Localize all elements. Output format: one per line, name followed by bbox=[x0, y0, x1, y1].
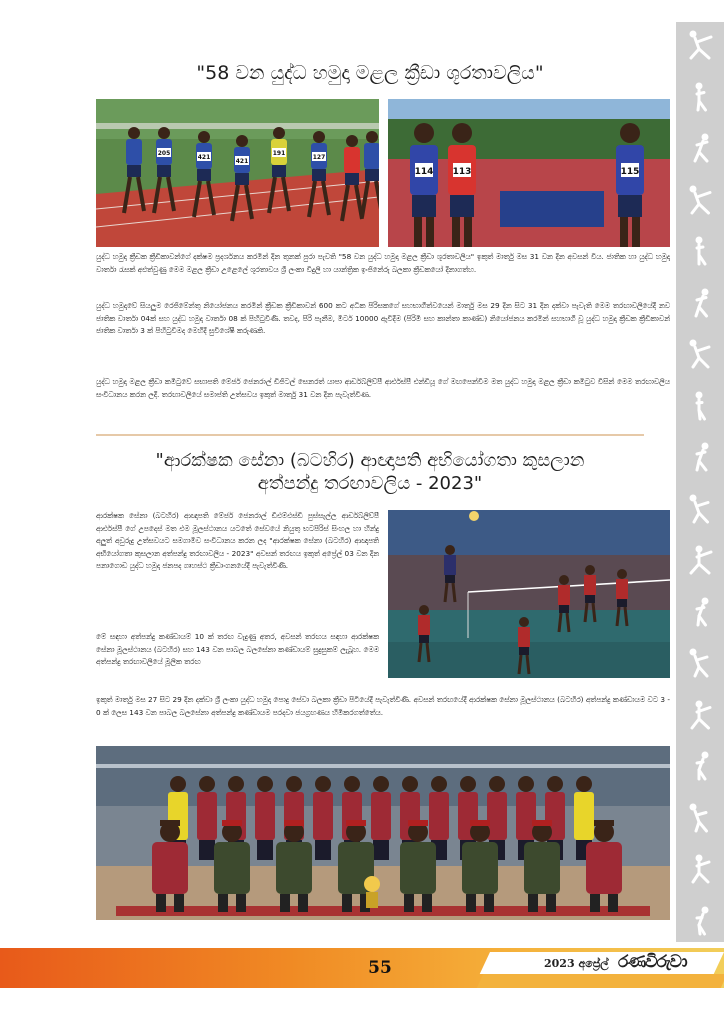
volleyball-player-head bbox=[559, 575, 569, 585]
volleyball-player-leg bbox=[593, 603, 595, 622]
team-player-shorts bbox=[257, 840, 273, 860]
seated-member-uniform bbox=[586, 842, 622, 894]
team-player-head bbox=[286, 776, 302, 792]
seated-member-leg bbox=[422, 894, 432, 912]
trophy-ball bbox=[364, 876, 380, 892]
team-player-jersey bbox=[313, 792, 333, 840]
runner-vest bbox=[364, 143, 379, 169]
runner-shorts bbox=[197, 169, 211, 181]
seated-member-cap bbox=[470, 820, 490, 826]
volleyball-photo bbox=[388, 510, 670, 678]
volleyball-player-head bbox=[419, 605, 429, 615]
runner-head bbox=[158, 127, 170, 139]
seated-member-leg bbox=[590, 894, 600, 912]
podium-athlete-head bbox=[452, 123, 472, 143]
team-player-head bbox=[315, 776, 331, 792]
seated-member-cap bbox=[284, 820, 304, 826]
runner-head bbox=[313, 131, 325, 143]
runner-head bbox=[346, 135, 358, 147]
volleyball-player-jersey bbox=[444, 555, 456, 575]
archery-icon bbox=[682, 541, 718, 577]
kayak-icon bbox=[682, 902, 718, 938]
podium-athlete-shorts bbox=[450, 195, 474, 217]
volleyball-icon bbox=[682, 78, 718, 114]
seated-member-leg bbox=[608, 894, 618, 912]
seated-member-leg bbox=[546, 894, 556, 912]
race-bib-number: 421 bbox=[197, 154, 211, 161]
team-player-shorts bbox=[199, 840, 215, 860]
volleyball-player-leg bbox=[445, 583, 447, 602]
seated-member-uniform bbox=[524, 842, 560, 894]
seated-member-uniform bbox=[214, 842, 250, 894]
weightlifting-icon bbox=[682, 129, 718, 165]
seated-member-cap bbox=[222, 820, 242, 826]
seated-member-leg bbox=[484, 894, 494, 912]
seated-member-uniform bbox=[462, 842, 498, 894]
volleyball-player-leg bbox=[527, 655, 529, 674]
sports-icon-sidebar bbox=[676, 22, 724, 942]
team-player-head bbox=[199, 776, 215, 792]
volleyball-player-shorts bbox=[585, 595, 595, 603]
volleyball-player-jersey bbox=[518, 627, 530, 647]
volleyball-player-jersey bbox=[558, 585, 570, 605]
seated-member-cap bbox=[408, 820, 428, 826]
seated-member-uniform bbox=[152, 842, 188, 894]
team-player-head bbox=[460, 776, 476, 792]
trophy bbox=[366, 892, 378, 908]
article2-title-line2: අත්පන්දු තරඟාවලිය - 2023" bbox=[257, 472, 483, 494]
team-player-head bbox=[257, 776, 273, 792]
race-bib-number: 191 bbox=[272, 150, 286, 157]
podium-bib-number: 114 bbox=[414, 167, 434, 177]
podium-athlete-leg bbox=[620, 217, 628, 247]
team-player-head bbox=[576, 776, 592, 792]
volleyball-player-shorts bbox=[519, 647, 529, 655]
seated-member-leg bbox=[280, 894, 290, 912]
team-player-head bbox=[170, 776, 186, 792]
seated-member-leg bbox=[404, 894, 414, 912]
race-photo bbox=[96, 99, 379, 247]
seated-member-cap bbox=[346, 820, 366, 826]
volleyball-player-jersey bbox=[584, 575, 596, 595]
team-player-head bbox=[344, 776, 360, 792]
volleyball-player-leg bbox=[625, 607, 627, 626]
volleyball-player-head bbox=[617, 569, 627, 579]
article2-paragraph-1: ආරක්ෂක සේනා (බටහිර) ආඥාපති මේජර් ජෙනරාල් ඩීඑම්එස්ඩී පුස්සැල්ල ආර්ඩබ්ලිව්පී ආර්එස්පී ගේ උපදෙස් මත එම මූලස්ථානය යටතේ සේවයේ නියුතු භටපිරිස් සිංහල හා හින්දු අලුත් අවුරුදු උත්සවයට සමගාමීව සංවිධානය කරන ලද "ආරක්ෂක සේනා (බටහිර) ආඥාපති අභියෝගතා කුසලාන අත්පන්දු තරඟාවලිය - 2023" අවසන් තරඟය ඉකුත් අප්‍රේල් 03 වන දින පනාගොඩ යුද්ධ හමුදා ජනපද ගෘහස්ථ ක්‍රීඩාංගනයේදී පැවැත්විණි. bbox=[96, 511, 379, 570]
volleyball-player-head bbox=[445, 545, 455, 555]
podium-athlete-leg bbox=[464, 217, 472, 247]
diving-icon bbox=[682, 799, 718, 835]
volleyball-player-leg bbox=[519, 655, 521, 674]
volleyball-player-shorts bbox=[445, 575, 455, 583]
seated-member-leg bbox=[236, 894, 246, 912]
runner-shorts bbox=[345, 173, 359, 185]
article2-title-line1: "ආරක්ෂක සේනා (බටහිර) ආඥාපති අභියෝගතා කුසලාන bbox=[155, 450, 585, 471]
runner-head bbox=[366, 131, 378, 143]
article2-paragraph-3: ඉකුත් මාර්තු මස 27 සිට 29 දින දක්වා ශ්‍රී ලංකා යුද්ධ හමුදා පොදු සේවා බලකා ක්‍රීඩා පිටියේදී පැවැත්විණි. අවසන් තරඟයේදී ආරක්ෂක සේනා මූලස්ථානය (බටහිර) අත්පන්දු කණ්ඩායම වට 3 - 0 ක් ලෙස 143 වන පාබල බලසේනා අත්පන්දු කණ්ඩායම පරදවා ජයග්‍රහණය හිමිකරගත්තේය. bbox=[96, 695, 670, 717]
team-player-head bbox=[431, 776, 447, 792]
volleyball-player-jersey bbox=[418, 615, 430, 635]
seated-member-cap bbox=[594, 820, 614, 826]
article2-paragraph-2: මේ සඳහා අත්පන්දු කණ්ඩායම් 10 ක් තරඟ වැදුණු අතර, අවසන් තරඟය සඳහා ආරක්ෂක සේනා මූලස්ථානය (බටහිර) සහ 143 වන පාබල බලසේනා කණ්ඩායම් සුදුසුකම් ලැබූහ. මෙම අත්පන්දු තරඟාවලියේ මූලික තරඟ bbox=[96, 632, 379, 666]
article1-title: "58 වන යුද්ධ හමුදා මළල ක්‍රීඩා ශූරතාවලිය" bbox=[196, 62, 544, 84]
seated-member-uniform bbox=[276, 842, 312, 894]
volleyball-player-shorts bbox=[559, 605, 569, 613]
team-player-jersey bbox=[255, 792, 275, 840]
article1-paragraph-1: යුද්ධ හමුදා ක්‍රීඩක ක්‍රීඩිකාවන්ගේ දක්ෂම ප්‍රදර්ශනය කරමින් දින තුනක් පුරා පැවති "58 වන යුද්ධ හමුදා මළල ක්‍රීඩා ශූරතාවලිය" ඉකුත් මාර්තු මස 31 වන දින අවසන් විය. ජාතික හා යුද්ධ හමුදා වාර්තා රැසක් අළුත්වුණු මෙම මළල ක්‍රීඩා උළෙලේ ශූරතාවය ශ්‍රී ලංකා විදුලි හා යාන්ත්‍රික ඉංජිනේරු බලකා ක්‍රීඩකයෝ දිනාගත්හ. bbox=[96, 252, 670, 274]
team-player-jersey bbox=[487, 792, 507, 840]
team-player-jersey bbox=[371, 792, 391, 840]
seated-member-leg bbox=[528, 894, 538, 912]
team-player-jersey bbox=[197, 792, 217, 840]
article1-paragraph-3: යුද්ධ හමුදා මළල ක්‍රීඩා කමිටුවේ සභාපති මේජර් ජෙනරාල් ඩිජිටල් සෙනරත් යාපා ආර්ඩබ්ලිව්පී ආර්එස්පී එන්ඩියූ ගේ මඟපෙන්වීම මත යුද්ධ හමුදා මළල ක්‍රීඩා කමිටුව විසින් මෙම තරඟාවලිය සංවිධානය කරන ලදී. තරඟාවලියේ සමාප්ති උත්සවය ඉකුත් මාර්තු 31 වන දින පැවැත්විණ. bbox=[96, 377, 670, 399]
volleyball-player-shorts bbox=[419, 635, 429, 643]
podium-athlete-leg bbox=[414, 217, 422, 247]
team-group-photo bbox=[96, 746, 670, 920]
runner-vest bbox=[344, 147, 360, 173]
podium-bib-number: 115 bbox=[620, 167, 640, 177]
boxing-icon bbox=[682, 387, 718, 423]
cricket-icon bbox=[682, 850, 718, 886]
article2-title bbox=[96, 450, 644, 495]
team-player-head bbox=[228, 776, 244, 792]
team-player-head bbox=[547, 776, 563, 792]
runner-head bbox=[273, 127, 285, 139]
team-player-head bbox=[518, 776, 534, 792]
seated-member-uniform bbox=[400, 842, 436, 894]
basketball-icon bbox=[682, 696, 718, 732]
runner-vest bbox=[126, 139, 142, 165]
team-player-head bbox=[489, 776, 505, 792]
footer-band bbox=[477, 974, 724, 988]
running-icon bbox=[682, 232, 718, 268]
article1-paragraph-2: යුද්ධ හමුදාවේ සියලුම රෙජිමේන්තු නියෝජනය කරමින් ක්‍රීඩක ක්‍රීඩිකාවන් 600 කට අධික පිරිසකගේ සහභාගීත්වයෙන් මාර්තු මස 29 දින සිට 31 දින දක්වා පැවැති මෙම තරඟාවලියේදී නව ජාතික වාර්තා 04ක් සහ යුද්ධ හමුදා වාර්තා 08 ක් පිහිටුවිණි. තවද, පිරි පැනීම, මීටර් 10000 ඇවිදීම (පිරිමි සහ කාන්තා කාණ්ඩ) නියෝජනය කරමින් සහභාගී වූ යුද්ධ හමුදා ක්‍රීඩක ක්‍රීඩිකාවන් ජාතික වාර්තා 3 ක් පිහිටුවීමද මෙහිදී සුවිශේෂී කරුණකි. bbox=[96, 301, 670, 335]
football-icon bbox=[682, 593, 718, 629]
seated-member-leg bbox=[342, 894, 352, 912]
runner-shorts bbox=[157, 165, 171, 177]
team-player-jersey bbox=[429, 792, 449, 840]
podium-athlete-leg bbox=[632, 217, 640, 247]
cycling-icon bbox=[682, 284, 718, 320]
team-player-head bbox=[373, 776, 389, 792]
volleyball-player-leg bbox=[617, 607, 619, 626]
volleyball-player-head bbox=[519, 617, 529, 627]
volleyball-player-head bbox=[585, 565, 595, 575]
volleyball-player-leg bbox=[585, 603, 587, 622]
team-player-jersey bbox=[574, 792, 594, 840]
podium-bib-number: 113 bbox=[452, 167, 472, 177]
podium-photo bbox=[388, 99, 670, 247]
podium-athlete-leg bbox=[452, 217, 460, 247]
volleyball-player-shorts bbox=[617, 599, 627, 607]
magazine-title: රණවිරුවා bbox=[618, 952, 687, 972]
seated-member-leg bbox=[156, 894, 166, 912]
runner-shorts bbox=[365, 169, 379, 181]
runner-head bbox=[236, 135, 248, 147]
rowing-icon bbox=[682, 26, 718, 62]
podium-athlete-shorts bbox=[412, 195, 436, 217]
seated-member-leg bbox=[174, 894, 184, 912]
race-bib-number: 205 bbox=[157, 150, 171, 157]
race-bib-number: 421 bbox=[235, 158, 249, 165]
race-bib-number: 127 bbox=[312, 154, 326, 161]
runner-shorts bbox=[312, 169, 326, 181]
volleyball-player-leg bbox=[427, 643, 429, 662]
seated-member-leg bbox=[218, 894, 228, 912]
shooting-icon bbox=[682, 335, 718, 371]
podium-athlete-shorts bbox=[618, 195, 642, 217]
volleyball-player-leg bbox=[419, 643, 421, 662]
runner-shorts bbox=[127, 165, 141, 177]
swimming-icon bbox=[682, 181, 718, 217]
seated-member-leg bbox=[466, 894, 476, 912]
tennis-icon bbox=[682, 747, 718, 783]
section-divider bbox=[96, 434, 644, 436]
volleyball-player-leg bbox=[559, 613, 561, 632]
team-player-shorts bbox=[315, 840, 331, 860]
team-player-shorts bbox=[373, 840, 389, 860]
volleyball-player-leg bbox=[453, 583, 455, 602]
runner-shorts bbox=[235, 173, 249, 185]
runner-head bbox=[198, 131, 210, 143]
volleyball-player-leg bbox=[567, 613, 569, 632]
podium-athlete-head bbox=[414, 123, 434, 143]
seated-member-cap bbox=[532, 820, 552, 826]
judo-icon bbox=[682, 490, 718, 526]
seated-member-leg bbox=[298, 894, 308, 912]
runner-shorts bbox=[272, 165, 286, 177]
team-player-head bbox=[402, 776, 418, 792]
runner-head bbox=[128, 127, 140, 139]
volleyball-player-jersey bbox=[616, 579, 628, 599]
hurdles-icon bbox=[682, 438, 718, 474]
podium-athlete-head bbox=[620, 123, 640, 143]
seated-member-cap bbox=[160, 820, 180, 826]
issue-date: 2023 අප්‍රේල් bbox=[544, 957, 609, 970]
wrestling-icon bbox=[682, 644, 718, 680]
page-number: 55 bbox=[368, 958, 392, 978]
podium-athlete-leg bbox=[426, 217, 434, 247]
